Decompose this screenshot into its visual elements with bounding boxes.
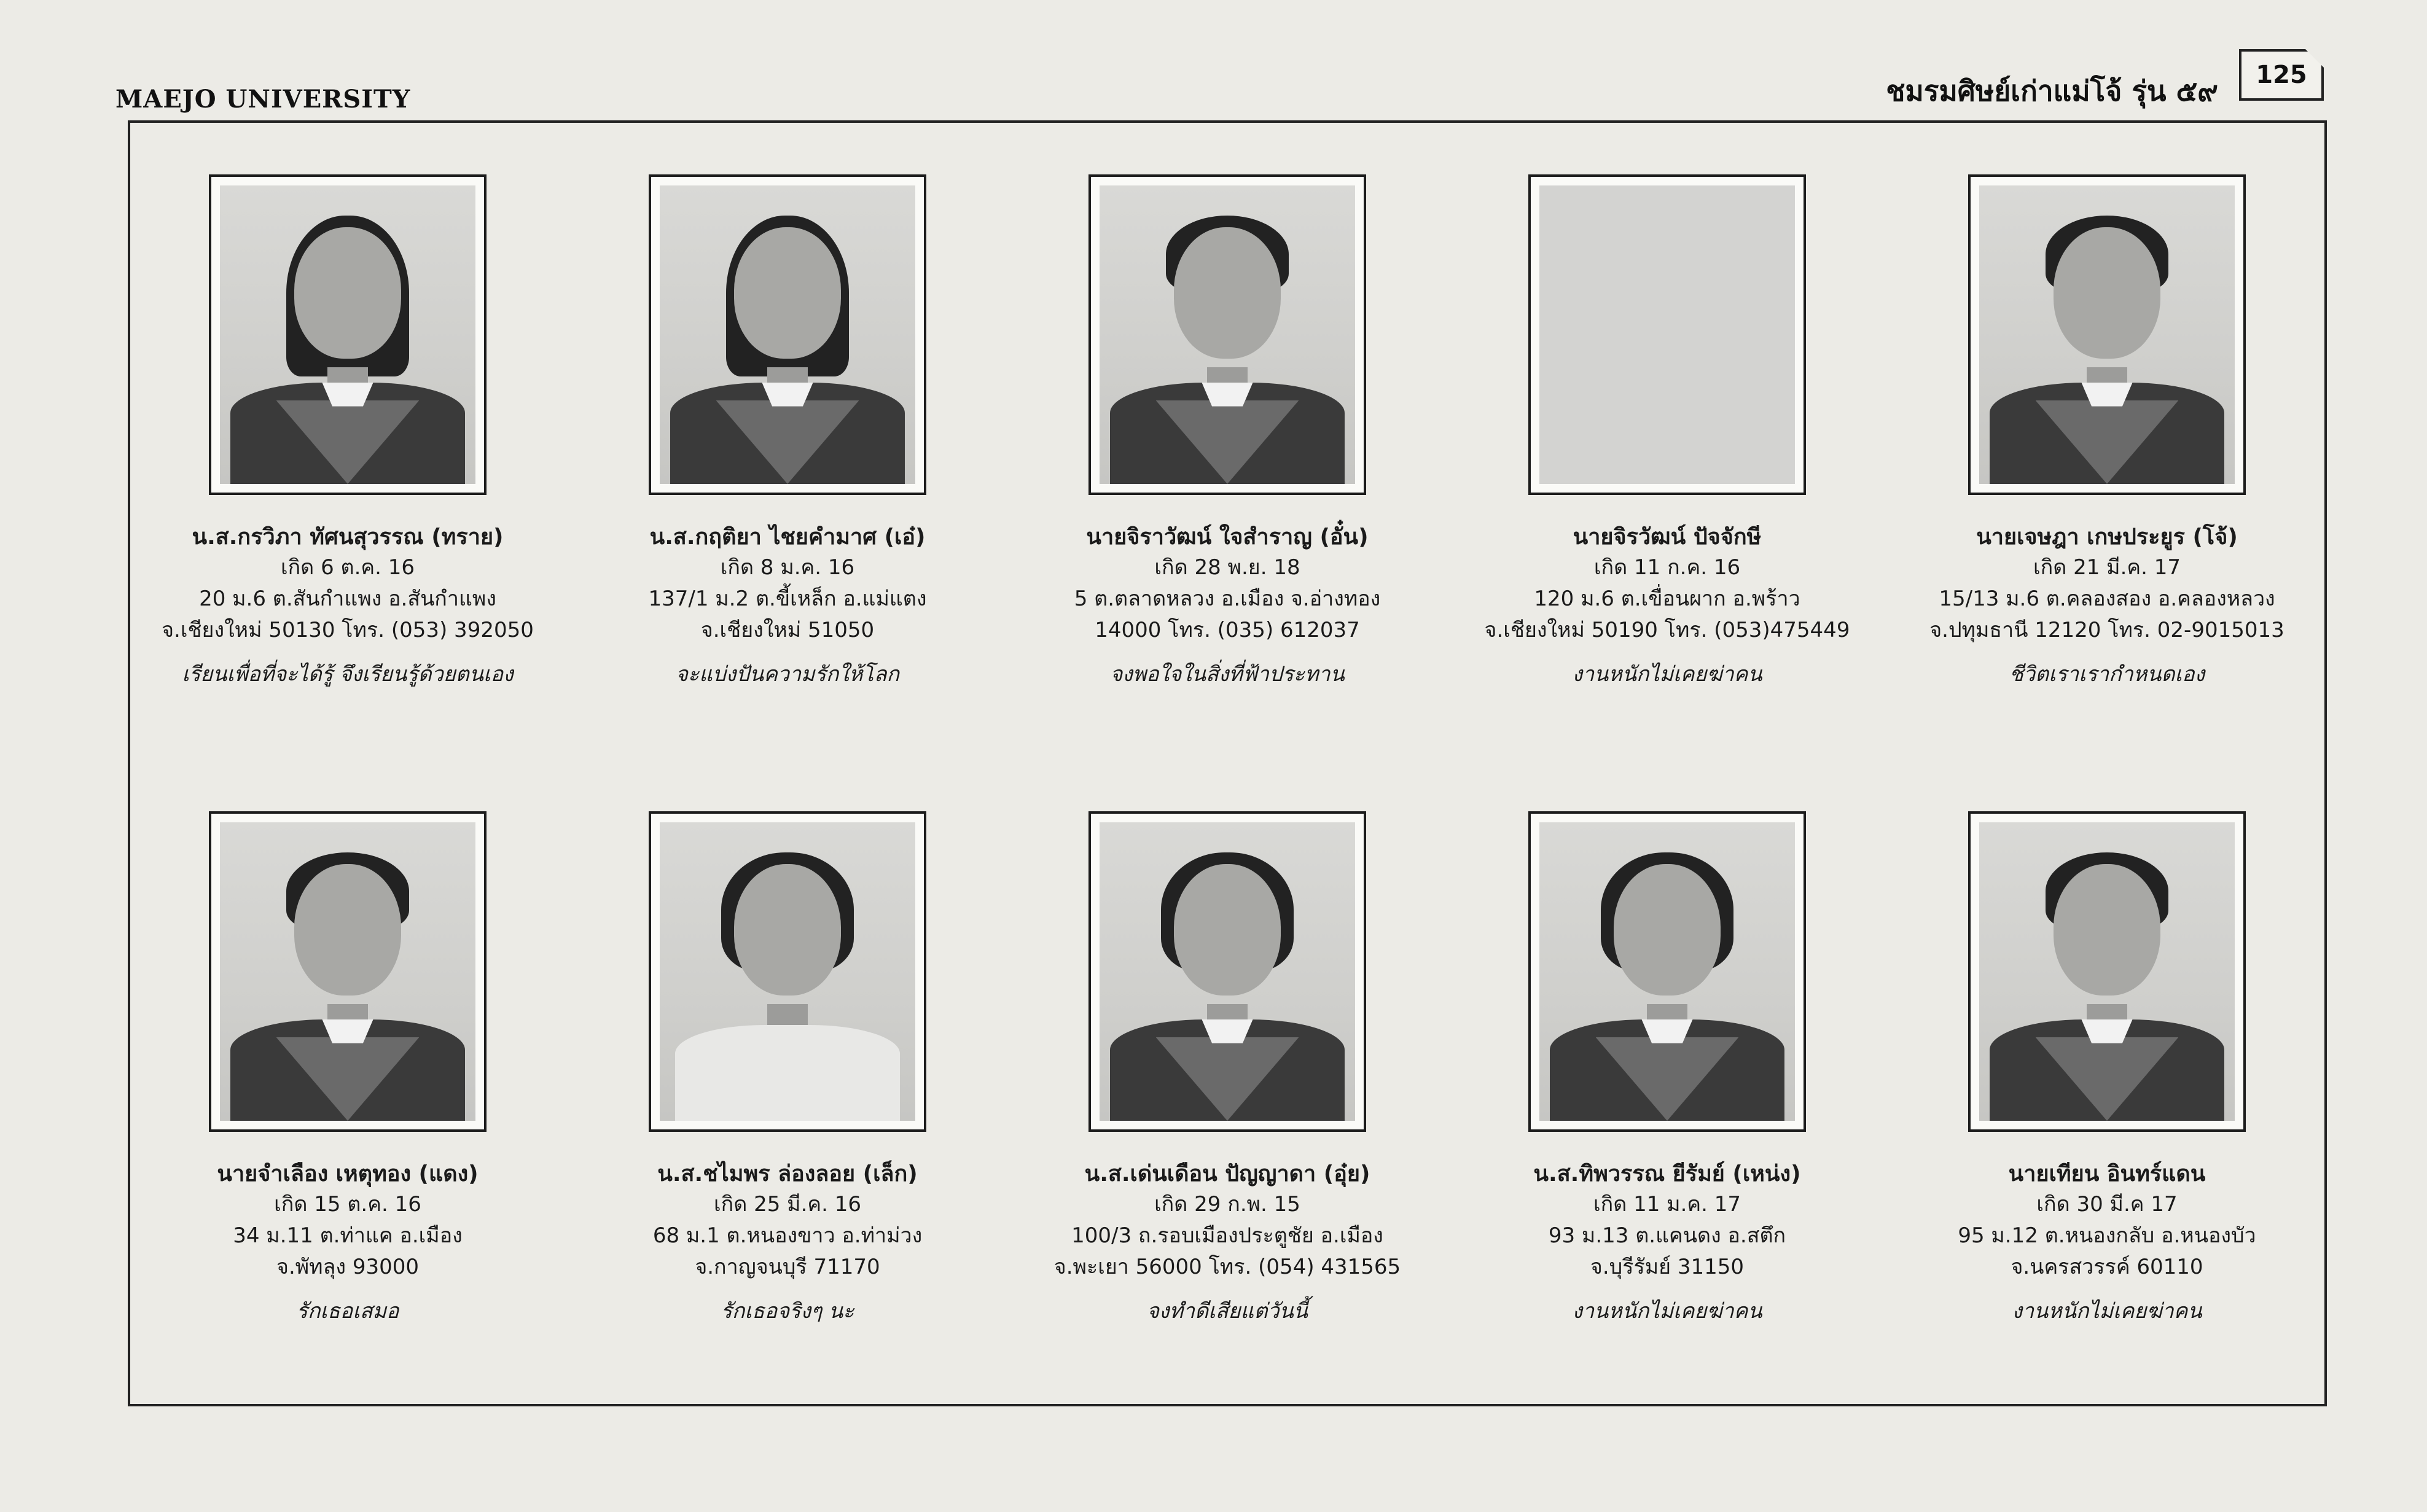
portrait-photo — [209, 174, 487, 495]
alumni-grid — [128, 120, 2327, 1406]
portrait-photo — [1968, 174, 2246, 495]
motto: จงพอใจในสิ่งที่ฟ้าประทาน — [1110, 661, 1345, 687]
motto: รักเธอจริงๆ นะ — [721, 1298, 854, 1323]
motto: งานหนักไม่เคยฆ่าคน — [1572, 1298, 1762, 1323]
portrait-photo-placeholder — [1528, 174, 1806, 495]
birth-date: เกิด 15 ต.ค. 16 — [274, 1191, 421, 1217]
alumni-name: น.ส.กฤติยา ไชยคำมาศ (เอ๋) — [649, 524, 926, 550]
address-line-1: 93 ม.13 ต.แคนดง อ.สตึก — [1548, 1223, 1786, 1248]
address-line-1: 15/13 ม.6 ต.คลองสอง อ.คลองหลวง — [1939, 586, 2275, 611]
address-line-2: จ.นครสวรรค์ 60110 — [2011, 1254, 2203, 1279]
birth-date: เกิด 29 ก.พ. 15 — [1154, 1191, 1300, 1217]
address-line-1: 34 ม.11 ต.ท่าแค อ.เมือง — [233, 1223, 463, 1248]
alumni-card — [568, 120, 1007, 763]
alumni-card — [1007, 763, 1447, 1406]
alumni-card — [128, 763, 568, 1406]
address-line-2: 14000 โทร. (035) 612037 — [1095, 617, 1360, 642]
alumni-name: น.ส.กรวิภา ทัศนสุวรรณ (ทราย) — [192, 524, 504, 550]
alumni-name: นายเจษฎา เกษประยูร (โจ้) — [1976, 524, 2238, 550]
alumni-name: นายจิรวัฒน์ ปัจจักษี — [1573, 524, 1762, 550]
address-line-1: 120 ม.6 ต.เขื่อนผาก อ.พร้าว — [1534, 586, 1800, 611]
birth-date: เกิด 21 มี.ค. 17 — [2033, 555, 2181, 580]
page-number: 125 — [2239, 49, 2324, 101]
address-line-1: 68 ม.1 ต.หนองขาว อ.ท่าม่วง — [652, 1223, 923, 1248]
portrait-photo — [649, 811, 926, 1132]
portrait-photo — [1968, 811, 2246, 1132]
address-line-1: 100/3 ถ.รอบเมืองประตูชัย อ.เมือง — [1071, 1223, 1383, 1248]
motto: จงทำดีเสียแต่วันนี้ — [1147, 1298, 1308, 1323]
portrait-photo — [1088, 811, 1366, 1132]
address-line-2: จ.บุรีรัมย์ 31150 — [1590, 1254, 1745, 1279]
address-line-1: 137/1 ม.2 ต.ขี้เหล็ก อ.แม่แตง — [648, 586, 927, 611]
address-line-2: จ.เชียงใหม่ 51050 — [700, 617, 875, 642]
motto: ชีวิตเราเรากำหนดเอง — [2009, 661, 2205, 687]
address-line-1: 5 ต.ตลาดหลวง อ.เมือง จ.อ่างทอง — [1074, 586, 1381, 611]
motto: เรียนเพื่อที่จะได้รู้ จึงเรียนรู้ด้วยตนเอง — [182, 661, 514, 687]
page-header — [0, 0, 2427, 123]
portrait-photo — [649, 174, 926, 495]
birth-date: เกิด 30 มี.ค 17 — [2036, 1191, 2178, 1217]
alumni-name: น.ส.ทิพวรรณ ยีรัมย์ (เหน่ง) — [1533, 1161, 1801, 1187]
birth-date: เกิด 11 ก.ค. 16 — [1593, 555, 1741, 580]
address-line-1: 20 ม.6 ต.สันกำแพง อ.สันกำแพง — [199, 586, 496, 611]
portrait-photo — [1088, 174, 1366, 495]
birth-date: เกิด 28 พ.ย. 18 — [1154, 555, 1300, 580]
portrait-photo — [209, 811, 487, 1132]
address-line-2: จ.เชียงใหม่ 50190 โทร. (053)475449 — [1484, 617, 1850, 642]
portrait-photo — [1528, 811, 1806, 1132]
motto: รักเธอเสมอ — [296, 1298, 399, 1323]
birth-date: เกิด 25 มี.ค. 16 — [713, 1191, 861, 1217]
university-brand: MAEJO UNIVERSITY — [115, 85, 411, 114]
address-line-2: จ.พัทลุง 93000 — [276, 1254, 419, 1279]
alumni-name: นายเทียน อินทร์แดน — [2008, 1161, 2206, 1187]
motto: จะแบ่งปันความรักให้โลก — [676, 661, 899, 687]
address-line-2: จ.ปทุมธานี 12120 โทร. 02-9015013 — [1929, 617, 2284, 642]
alumni-name: นายจิราวัฒน์ ใจสำราญ (อั๋น) — [1086, 524, 1369, 550]
motto: งานหนักไม่เคยฆ่าคน — [1572, 661, 1762, 687]
alumni-name: นายจำเลือง เหตุทอง (แดง) — [217, 1161, 479, 1187]
birth-date: เกิด 8 ม.ค. 16 — [720, 555, 855, 580]
alumni-card — [1007, 120, 1447, 763]
alumni-card — [1447, 120, 1887, 763]
address-line-2: จ.เชียงใหม่ 50130 โทร. (053) 392050 — [162, 617, 534, 642]
address-line-1: 95 ม.12 ต.หนองกลับ อ.หนองบัว — [1958, 1223, 2256, 1248]
alumni-card — [128, 120, 568, 763]
alumni-card — [1447, 763, 1887, 1406]
motto: งานหนักไม่เคยฆ่าคน — [2012, 1298, 2202, 1323]
birth-date: เกิด 6 ต.ค. 16 — [280, 555, 415, 580]
address-line-2: จ.กาญจนบุรี 71170 — [695, 1254, 880, 1279]
alumni-card — [568, 763, 1007, 1406]
address-line-2: จ.พะเยา 56000 โทร. (054) 431565 — [1053, 1254, 1401, 1279]
birth-date: เกิด 11 ม.ค. 17 — [1593, 1191, 1741, 1217]
alumni-card — [1887, 763, 2327, 1406]
alumni-name: น.ส.เด่นเดือน ปัญญาดา (อุ๋ย) — [1084, 1161, 1370, 1187]
alumni-card — [1887, 120, 2327, 763]
alumni-name: น.ส.ชไมพร ล่องลอย (เล็ก) — [657, 1161, 918, 1187]
alumni-club-title: ชมรมศิษย์เก่าแม่โจ้ รุ่น ๕๙ — [1886, 74, 2218, 107]
